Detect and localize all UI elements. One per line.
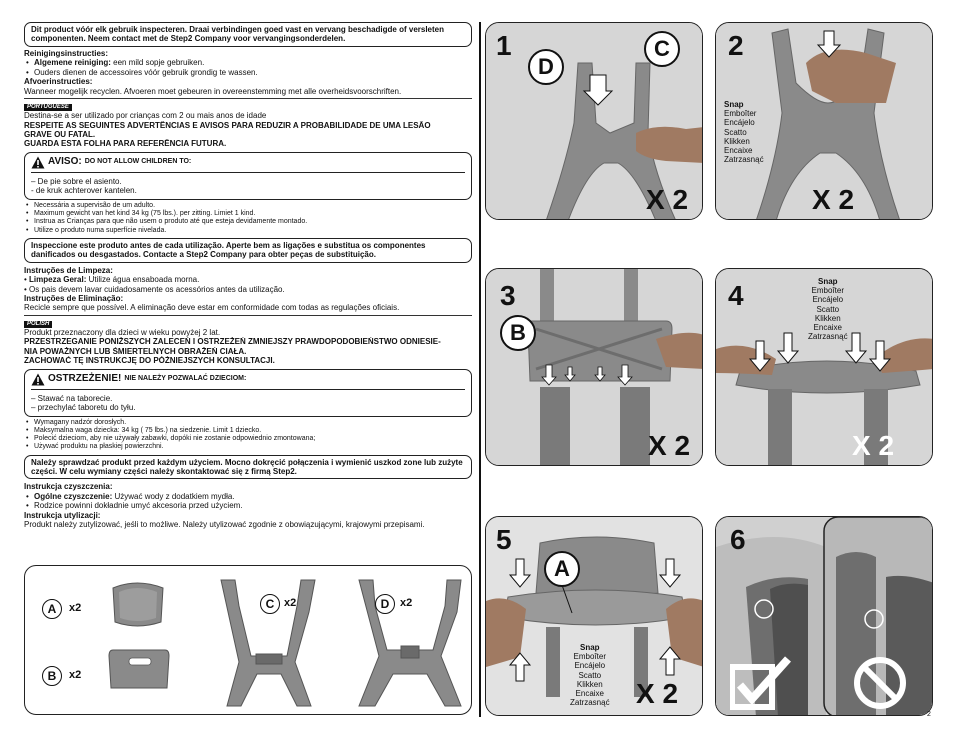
pt-cleaning-item: • Limpeza Geral: Utilize água ensaboada morna. bbox=[24, 275, 200, 285]
step-5-panel bbox=[485, 516, 703, 716]
pl-warning-box bbox=[24, 369, 472, 417]
list-item: • Utilize o produto numa superfície nivelada. bbox=[24, 227, 472, 235]
pt-disposal-title: Instruções de Eliminação: bbox=[24, 293, 124, 303]
step-4-quantity: X 2 bbox=[852, 430, 895, 461]
pl-warning-subtitle: NIE NALEŻY POZWALAĆ DZIECIOM: bbox=[124, 375, 247, 383]
step-5-quantity: X 2 bbox=[636, 678, 679, 709]
part-a-label: A bbox=[42, 599, 62, 619]
pl-intro: Produkt przeznaczony dla dzieci w wieku powyżej 2 lat. bbox=[24, 327, 221, 337]
pl-warning-bold: NIA POWAŻNYCH LUB ŚMIERTELNYCH OBRAŻEŃ CIAŁA. bbox=[24, 346, 247, 356]
step-2-number: 2 bbox=[728, 30, 744, 61]
pl-cleaning-item: • Ogólne czyszczenie: Używać wody z dodatkiem mydła. bbox=[24, 492, 472, 501]
list-item: • Instrua as Crianças para que não usem o produto até que esteja devidamente montado. bbox=[24, 218, 472, 226]
list-item: • Używać produktu na płaskiej powierzchni. bbox=[24, 443, 472, 451]
parts-list-box bbox=[24, 565, 472, 715]
step-4-panel bbox=[715, 268, 933, 466]
part-d-callout: D bbox=[528, 49, 564, 85]
pt-intro: Destina-se a ser utilizado por crianças com 2 ou mais anos de idade bbox=[24, 111, 267, 121]
pl-inspect-box: Należy sprawdzać produkt przed każdym użyciem. Mocno dokręcić połączenia i wymienić uszkod zone lub zużyte części. W celu wymiany części należy skontaktować się z firmą Step2. bbox=[24, 455, 472, 480]
pt-cleaning-title: Instruções de Limpeza: bbox=[24, 265, 113, 275]
pl-warning-item: – Stawać na taborecie. bbox=[31, 393, 113, 403]
step-3-number: 3 bbox=[500, 280, 516, 311]
snap-label: Snap Emboîter Encájelo Scatto Klikken Encaixe Zatrzasnąć bbox=[724, 100, 764, 165]
snap-label: Snap Emboîter Encájelo Scatto Klikken Encaixe Zatrzasnąć bbox=[808, 277, 848, 342]
nl-inspect-box: Dit product vóór elk gebruik inspecteren. Draai verbindingen goed vast en vervang beschadigde of versleten componenten. Neem contact met de Step2 Company voor vervangingsonderdelen. bbox=[24, 22, 472, 47]
part-c-label: C bbox=[260, 594, 280, 614]
step-5-number: 5 bbox=[496, 524, 512, 555]
pt-warning-item: - de kruk achterover kantelen. bbox=[31, 186, 137, 196]
list-item: • Polecić dzieciom, aby nie używały zabawki, dopóki nie zostanie odpowiednio zmontowana; bbox=[24, 435, 472, 443]
step-3-panel bbox=[485, 268, 703, 466]
part-d-label: D bbox=[375, 594, 395, 614]
pl-warning-bold: PRZESTRZEGANIE PONIŻSZYCH ZALECEŃ I OSTRZEŻEŃ ZMNIEJSZY PRAWDOPODOBIEŃSTWO ODNIESIE- bbox=[24, 337, 441, 347]
pl-cleaning-title: Instrukcja czyszczenia: bbox=[24, 482, 113, 492]
pt-warning-bold: RESPEITE AS SEGUINTES ADVERTÊNCIAS E AVISOS PARA REDUZIR A PROBABILIDADE DE UMA LESÃO bbox=[24, 120, 431, 130]
pt-disposal-text: Recicle sempre que possível. A eliminação deve estar em conformidade com todas as regulações oficiais. bbox=[24, 303, 400, 313]
list-item: • Maksymalna waga dziecka: 34 kg ( 75 lbs.) na siedzenie. Limit 1 dziecko. bbox=[24, 427, 472, 435]
nl-disposal-title: Afvoerinstructies: bbox=[24, 77, 93, 87]
step-3-quantity: X 2 bbox=[648, 430, 691, 461]
pl-warning-word: OSTRZEŻENIE! bbox=[48, 373, 122, 385]
lang-label-portuguese: PORTUGUESE bbox=[24, 104, 72, 111]
pt-warning-subtitle: DO NOT ALLOW CHILDREN TO: bbox=[84, 158, 192, 166]
page-number: 2 bbox=[927, 711, 931, 718]
part-a-callout: A bbox=[544, 551, 580, 587]
pl-disposal-title: Instrukcja utylizacji: bbox=[24, 510, 101, 520]
pt-bullet-list bbox=[24, 202, 472, 235]
nl-cleaning-item: • Ouders dienen de accessoires vóór gebruik grondig te wassen. bbox=[24, 68, 472, 77]
pt-warning-bold: GRAVE OU FATAL. bbox=[24, 130, 96, 140]
step-1-panel bbox=[485, 22, 703, 220]
part-b-callout: B bbox=[500, 315, 536, 351]
part-a-qty: x2 bbox=[69, 602, 82, 614]
text-column bbox=[24, 22, 472, 530]
parts-illustrations bbox=[25, 566, 473, 716]
warning-triangle-icon bbox=[31, 156, 45, 169]
list-item: • Maximum gewicht van het kind 34 kg (75 lbs.). per zitting. Limiet 1 kind. bbox=[24, 210, 472, 218]
check-mark-icon bbox=[730, 655, 794, 711]
part-b-label: B bbox=[42, 666, 62, 686]
pl-bullet-list bbox=[24, 419, 472, 452]
step-4-number: 4 bbox=[728, 280, 744, 311]
step-1-number: 1 bbox=[496, 30, 512, 61]
pl-disposal-text: Produkt należy zutylizować, jeśli to możliwe. Należy utylizować zgodnie z obowiązującymi, krajowymi przepisami. bbox=[24, 520, 425, 530]
step-2-quantity: X 2 bbox=[812, 184, 855, 215]
nl-cleaning-title: Reinigingsinstructies: bbox=[24, 48, 109, 58]
pt-cleaning-item: • Os pais devem lavar cuidadosamente os acessórios antes da utilização. bbox=[24, 284, 285, 294]
pt-warning-box bbox=[24, 152, 472, 200]
snap-label: Snap Emboîter Encájelo Scatto Klikken Encaixe Zatrzasnąć bbox=[570, 643, 610, 708]
lang-label-polish: POLISH bbox=[24, 321, 52, 328]
step-2-panel bbox=[715, 22, 933, 220]
backrest-part-image bbox=[109, 650, 169, 688]
part-c-callout: C bbox=[644, 31, 680, 67]
prohibited-icon bbox=[852, 655, 908, 711]
pl-warning-item: – przechylać taboretu do tyłu. bbox=[31, 403, 136, 413]
nl-disposal-text: Wanneer mogelijk recyclen. Afvoeren moet gebeuren in overeenstemming met alle overheidsvoorschriften. bbox=[24, 86, 402, 96]
pl-warning-bold: ZACHOWAĆ TĘ INSTRUKCJĘ DO PÓŹNIEJSZYCH KONSULTACJI. bbox=[24, 356, 275, 366]
step-6-number: 6 bbox=[730, 524, 746, 555]
part-b-qty: x2 bbox=[69, 669, 82, 681]
pt-warning-item: – De pie sobre el asiento. bbox=[31, 176, 122, 186]
list-item: • Wymagany nadzór dorosłych. bbox=[24, 419, 472, 427]
pt-warning-word: AVISO: bbox=[48, 156, 82, 168]
column-divider bbox=[479, 22, 481, 717]
pt-inspect-box: Inspeccione este produto antes de cada utilização. Aperte bem as ligações e substitua os componentes danificados ou desgastados. Contacte a Step2 Company para obter peças de substituição. bbox=[24, 238, 472, 263]
step-1-quantity: X 2 bbox=[646, 184, 689, 215]
nl-cleaning-item: • Algemene reiniging: een mild sopje gebruiken. bbox=[24, 58, 472, 67]
part-d-qty: x2 bbox=[400, 597, 413, 609]
seat-part-highlight bbox=[119, 588, 157, 621]
part-c-qty: x2 bbox=[284, 597, 297, 609]
list-item: • Necessária a supervisão de um adulto. bbox=[24, 202, 472, 210]
backrest-handle-slot bbox=[129, 658, 151, 665]
pl-cleaning-item: • Rodzice powinni dokładnie umyć akcesoria przed użyciem. bbox=[24, 501, 472, 510]
warning-triangle-icon bbox=[31, 373, 45, 386]
pt-warning-bold: GUARDA ESTA FOLHA PARA REFERÊNCIA FUTURA. bbox=[24, 139, 227, 149]
step-6-panel bbox=[715, 516, 933, 716]
